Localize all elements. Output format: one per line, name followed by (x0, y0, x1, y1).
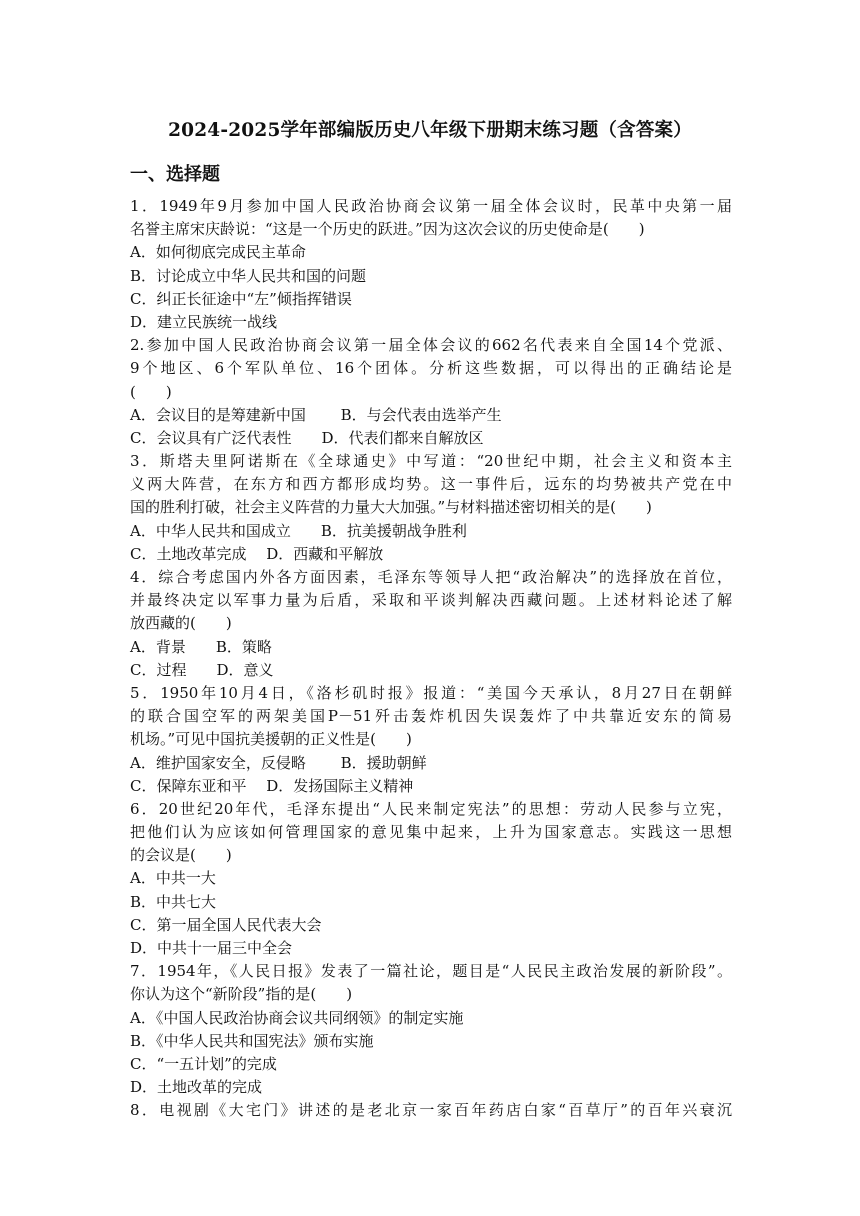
text-line: D．土地改革的完成 (130, 1078, 263, 1097)
text-line: 1．1949年9月参加中国人民政治协商会议第一届全体会议时，民革中央第一届 (130, 197, 732, 215)
text-line: D．中共十一届三中全会 (130, 939, 293, 957)
text-line: A．背景 B．策略 (130, 637, 272, 656)
text-line: 你认为这个“新阶段”指的是( ) (130, 985, 353, 1004)
text-line: 并最终决定以军事力量为后盾，采取和平谈判解决西藏问题。上述材料论述了解 (130, 591, 732, 610)
text-line: D．建立民族统一战线 (130, 312, 278, 331)
text-line: C．保障东亚和平 D．发扬国际主义精神 (130, 776, 414, 795)
text-line: 5．1950年10月4日，《洛杉矶时报》报道：“美国今天承认，8月27日在朝鲜 (130, 683, 732, 702)
text-line: 3．斯塔夫里阿诺斯在《全球通史》中写道：“20世纪中期，社会主义和资本主 (130, 452, 732, 471)
text-line: A．会议目的是筹建新中国 B．与会代表由选举产生 (130, 405, 502, 424)
text-line: A．《中国人民政治协商会议共同纲领》的制定实施 (130, 1008, 464, 1027)
text-line: 机场。”可见中国抗美援朝的正义性是( ) (130, 730, 412, 749)
text-line: C．会议具有广泛代表性 D．代表们都来自解放区 (130, 428, 484, 447)
question-list (130, 195, 732, 1123)
text-line: B．讨论成立中华人民共和国的问题 (130, 266, 367, 285)
text-line: A．维护国家安全，反侵略 B．援助朝鲜 (130, 753, 427, 772)
section-heading: 一、选择题 (130, 164, 220, 185)
text-line: A．如何彻底完成民主革命 (130, 243, 306, 262)
text-line: ( ) (130, 382, 172, 401)
text-line: 义两大阵营，在东方和西方都形成均势。这一事件后，远东的均势被共产党在中 (130, 475, 732, 494)
text-line: C．“一五计划”的完成 (130, 1054, 277, 1073)
text-line: 7．1954年，《人民日报》发表了一篇社论，题目是“人民民主政治发展的新阶段”。 (130, 962, 732, 981)
text-line: 8．电视剧《大宅门》讲述的是老北京一家百年药店白家“百草厅”的百年兴衰沉 (130, 1101, 732, 1120)
text-line: 9个地区、6个军队单位、16个团体。分析这些数据，可以得出的正确结论是 (130, 359, 732, 378)
text-line: C．过程 D．意义 (130, 660, 274, 679)
text-line: 4．综合考虑国内外各方面因素，毛泽东等领导人把“政治解决”的选择放在首位， (130, 568, 732, 586)
text-line: 名誉主席宋庆龄说：“这是一个历史的跃进。”因为这次会议的历史使命是( ) (130, 220, 645, 239)
text-line: A．中华人民共和国成立 B．抗美援朝战争胜利 (130, 521, 467, 540)
text-line: 的联合国空军的两架美国P－51歼击轰炸机因失误轰炸了中共靠近安东的简易 (130, 707, 732, 726)
text-line: 6．20世纪20年代，毛泽东提出“人民来制定宪法”的思想：劳动人民参与立宪， (130, 799, 732, 818)
text-line: 的会议是( ) (130, 846, 232, 865)
text-line: 把他们认为应该如何管理国家的意见集中起来，上升为国家意志。实践这一思想 (130, 823, 732, 842)
text-line: B．《中华人民共和国宪法》颁布实施 (130, 1031, 374, 1050)
text-line: A．中共一大 (130, 869, 216, 888)
text-line: 2.参加中国人民政治协商会议第一届全体会议的662名代表来自全国14个党派、 (130, 336, 732, 355)
text-line: C．纠正长征途中“左”倾指挥错误 (130, 289, 352, 308)
document-title: 2024-2025学年部编版历史八年级下册期末练习题（含答案） (168, 120, 692, 141)
text-line: C．土地改革完成 D．西藏和平解放 (130, 544, 384, 563)
text-line: 放西藏的( ) (130, 614, 232, 633)
text-line: C．第一届全国人民代表大会 (130, 915, 322, 934)
text-line: B．中共七大 (130, 892, 217, 911)
text-line: 国的胜利打破，社会主义阵营的力量大大加强。”与材料描述密切相关的是( ) (130, 498, 652, 517)
